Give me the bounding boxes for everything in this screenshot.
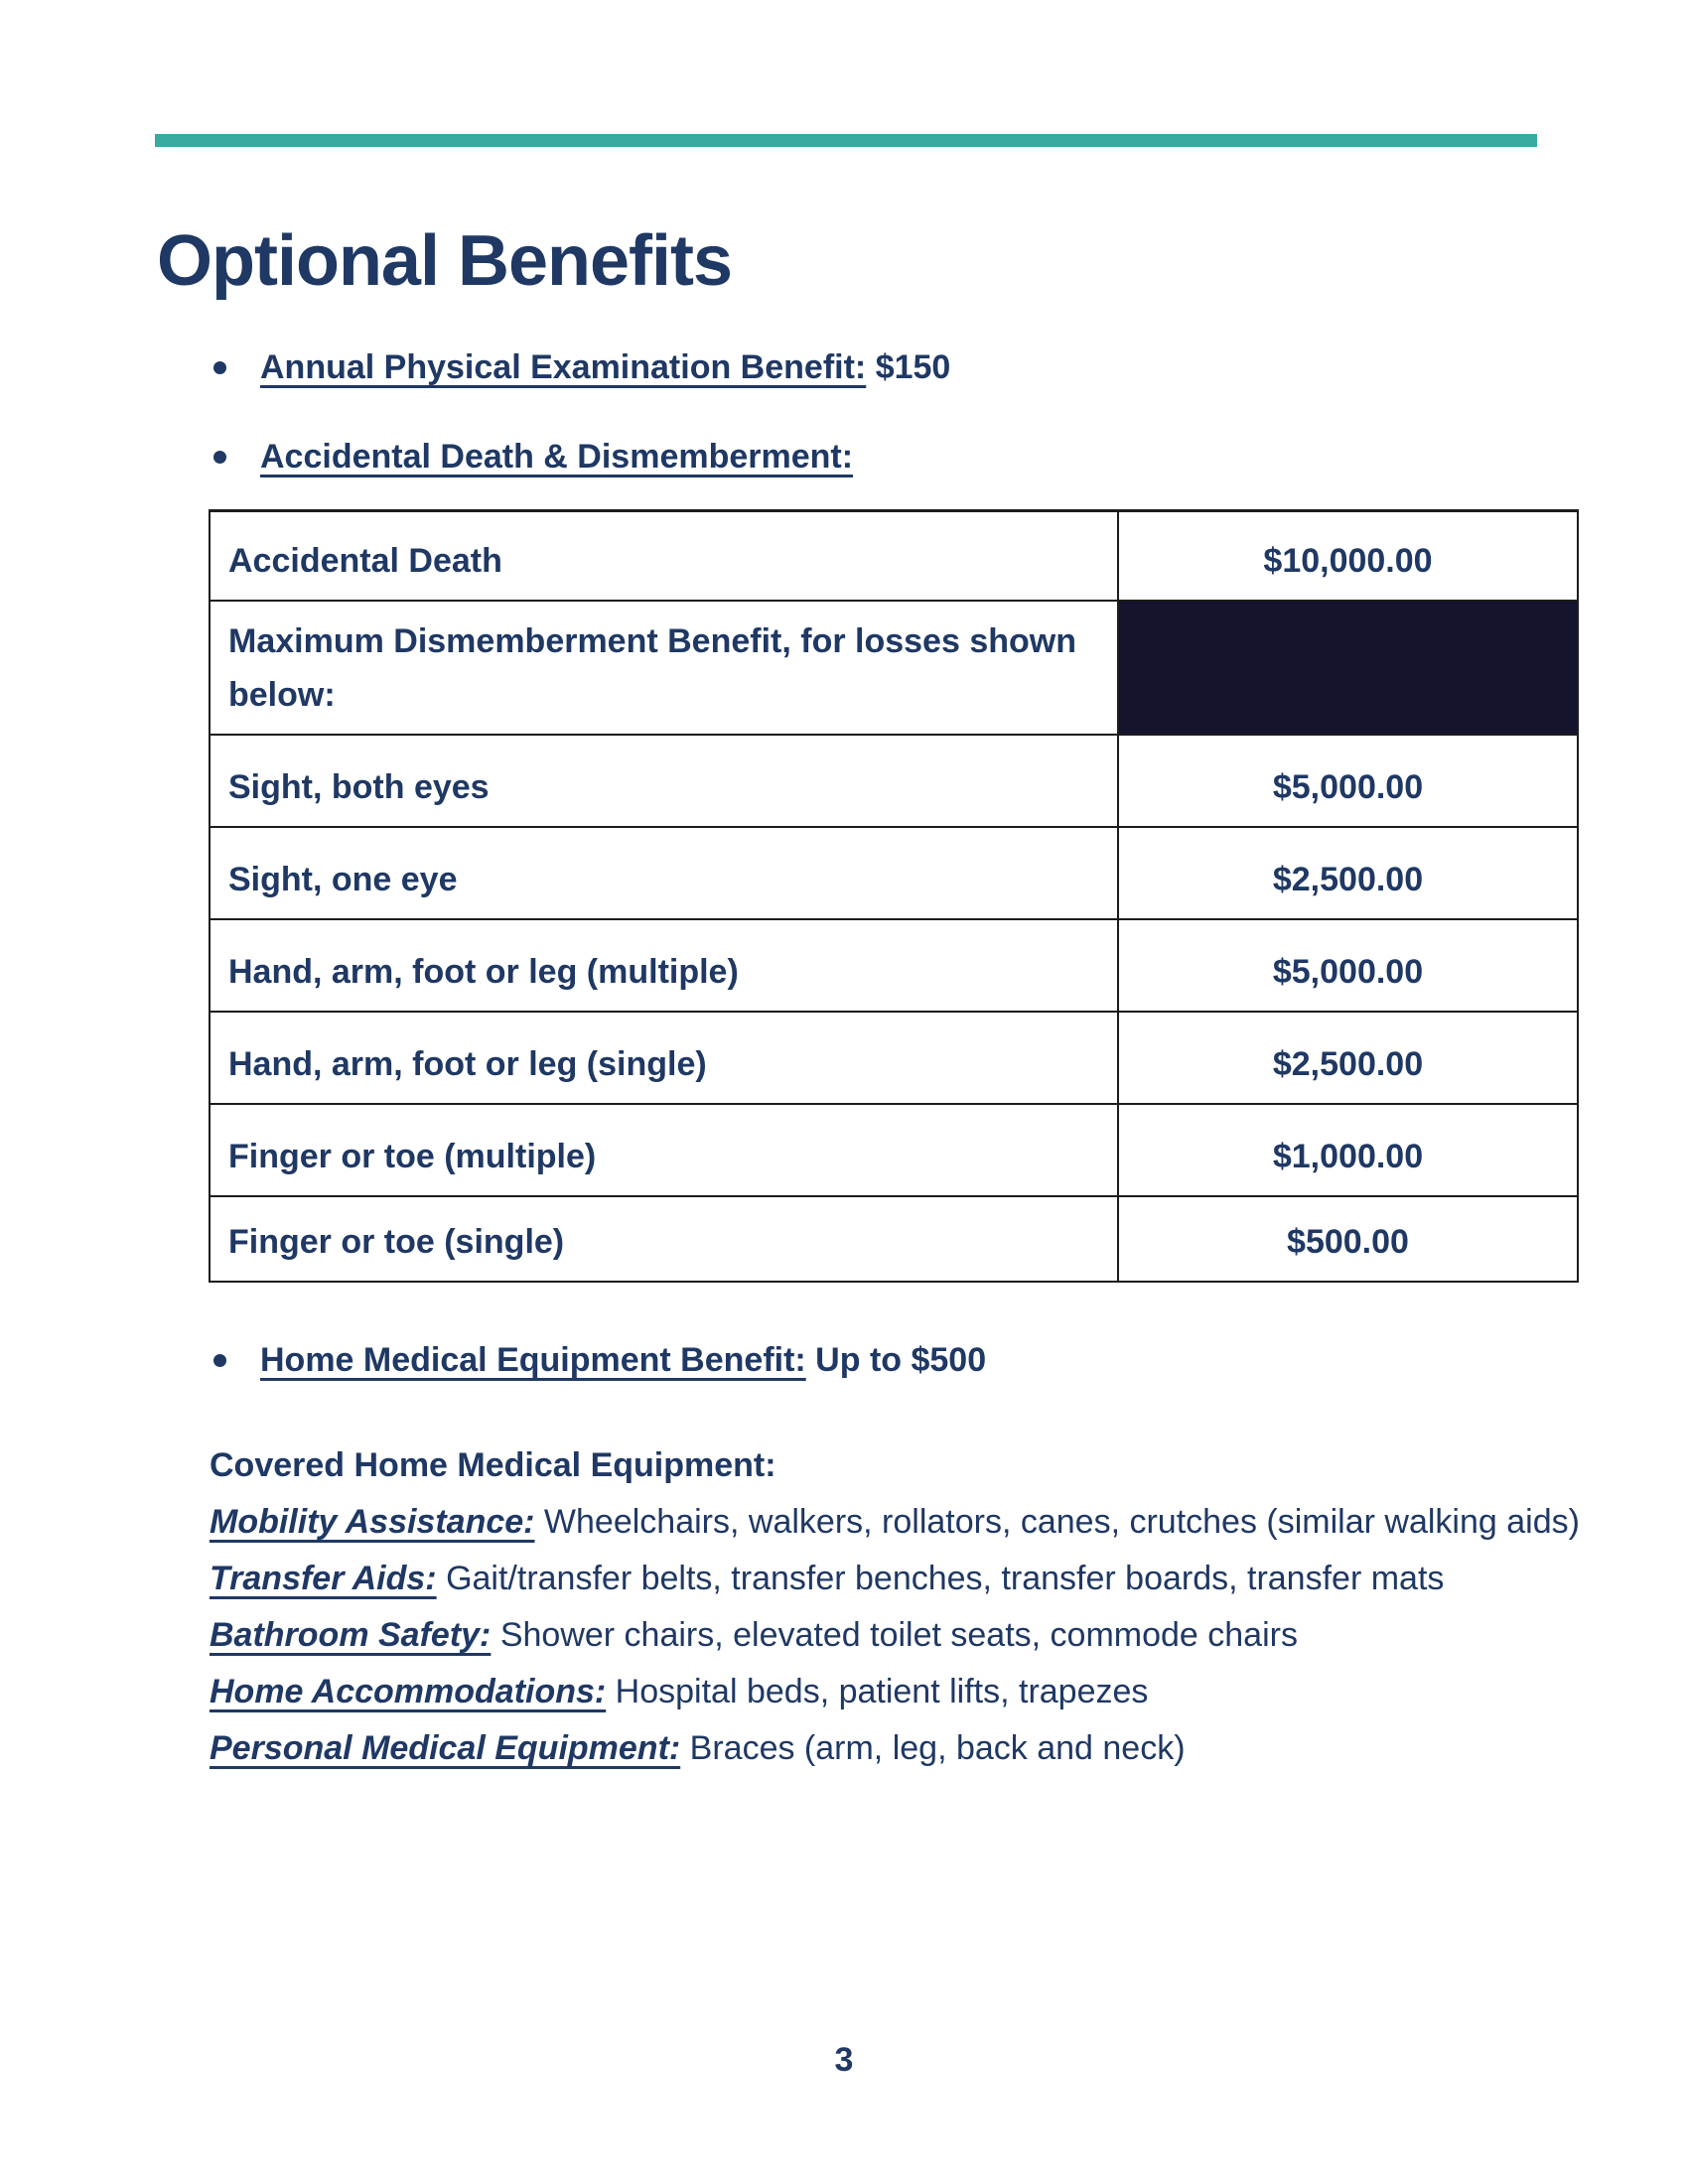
table-cell-value: $5,000.00 — [1272, 768, 1424, 806]
table-row — [211, 602, 1577, 736]
section-heading: Covered Home Medical Equipment: — [210, 1446, 776, 1484]
covered-item-mobility — [210, 1494, 1590, 1551]
category-text: Shower chairs, elevated toilet seats, commode chairs — [491, 1616, 1298, 1654]
table-row — [211, 1197, 1577, 1281]
table-cell-value: $10,000.00 — [1263, 542, 1433, 580]
table-row — [211, 1105, 1577, 1197]
table-cell-label: Sight, one eye — [211, 828, 1119, 918]
table-cell-label: Accidental Death — [211, 512, 1119, 600]
table-row — [211, 1013, 1577, 1105]
table-cell-shaded — [1119, 602, 1577, 734]
table-cell-label: Finger or toe (multiple) — [211, 1105, 1119, 1195]
covered-item-transfer — [210, 1551, 1590, 1607]
category-label: Transfer Aids: — [210, 1560, 437, 1597]
category-text: Gait/transfer belts, transfer benches, transfer boards, transfer mats — [436, 1560, 1445, 1597]
benefit-value: $150 — [866, 348, 951, 386]
category-text: Wheelchairs, walkers, rollators, canes, crutches (similar walking aids) — [534, 1503, 1580, 1541]
table-cell-value: $1,000.00 — [1272, 1138, 1424, 1175]
category-label: Bathroom Safety: — [210, 1616, 492, 1654]
table-cell-label: Maximum Dismemberment Benefit, for losses shown below: — [211, 602, 1119, 734]
category-text: Braces (arm, leg, back and neck) — [680, 1729, 1186, 1767]
table-cell-label: Sight, both eyes — [211, 736, 1119, 826]
table-row — [211, 828, 1577, 920]
list-item-text — [260, 1338, 986, 1382]
list-item-annual-physical — [211, 345, 950, 389]
bullet-icon — [213, 361, 226, 374]
category-label: Home Accommodations: — [210, 1673, 607, 1710]
list-item-home-medical — [211, 1338, 986, 1382]
table-cell-label: Hand, arm, foot or leg (single) — [211, 1013, 1119, 1103]
table-cell-label: Hand, arm, foot or leg (multiple) — [211, 920, 1119, 1011]
table-row — [211, 512, 1577, 602]
list-item-text — [260, 435, 853, 478]
covered-item-bathroom — [210, 1607, 1590, 1664]
covered-item-personal — [210, 1720, 1590, 1777]
category-label: Mobility Assistance: — [210, 1503, 535, 1541]
benefit-label: Annual Physical Examination Benefit: — [260, 348, 867, 386]
table-row — [211, 920, 1577, 1013]
table-cell-value: $5,000.00 — [1272, 953, 1424, 991]
page-title: Optional Benefits — [157, 221, 733, 301]
page-number: 3 — [834, 2041, 854, 2079]
list-item-text — [260, 345, 950, 389]
table-row — [211, 736, 1577, 828]
category-text: Hospital beds, patient lifts, trapezes — [606, 1673, 1149, 1710]
table-cell-value: $2,500.00 — [1272, 1045, 1424, 1083]
benefits-table — [209, 509, 1579, 1283]
accent-rule — [155, 134, 1537, 147]
table-cell-value: $2,500.00 — [1272, 861, 1424, 898]
benefit-label: Accidental Death & Dismemberment: — [260, 438, 854, 476]
list-item-add — [211, 435, 853, 478]
table-cell-value: $500.00 — [1287, 1223, 1409, 1261]
covered-item-home-accommodations — [210, 1664, 1590, 1720]
benefit-value: Up to $500 — [805, 1341, 987, 1379]
benefit-label: Home Medical Equipment Benefit: — [260, 1341, 806, 1379]
covered-equipment-section — [210, 1437, 1590, 1777]
bullet-icon — [213, 1354, 226, 1367]
table-cell-label: Finger or toe (single) — [211, 1197, 1119, 1281]
bullet-icon — [213, 451, 226, 464]
category-label: Personal Medical Equipment: — [210, 1729, 681, 1767]
